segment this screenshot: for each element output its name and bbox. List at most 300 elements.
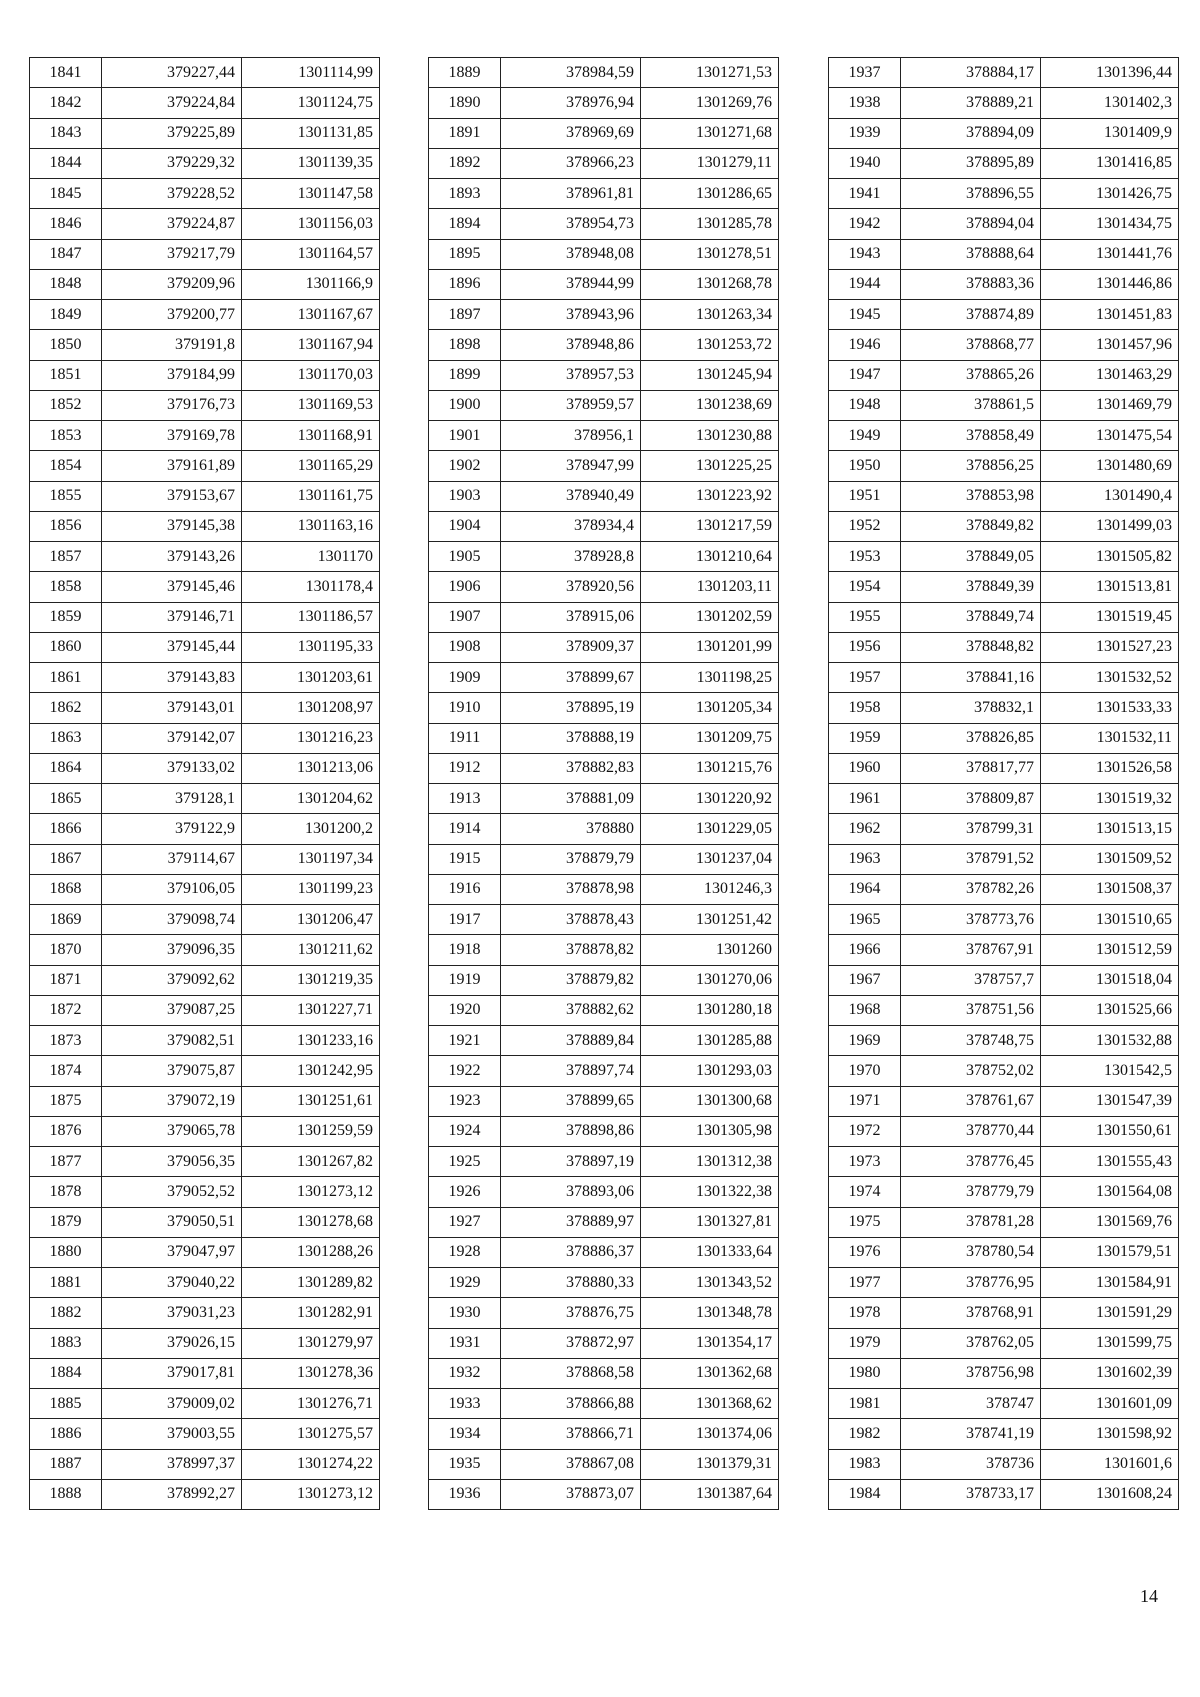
point-number-cell: 1896: [429, 269, 501, 299]
y-coordinate-cell: 1301532,11: [1041, 723, 1179, 753]
table-row: [829, 1056, 1179, 1086]
y-coordinate-cell: 1301374,06: [641, 1419, 779, 1449]
point-number-cell: 1980: [829, 1358, 901, 1388]
table-row: [30, 1116, 380, 1146]
point-number-cell: 1965: [829, 905, 901, 935]
x-coordinate-cell: 378876,75: [501, 1298, 641, 1328]
point-number-cell: 1933: [429, 1389, 501, 1419]
y-coordinate-cell: 1301259,59: [242, 1116, 380, 1146]
x-coordinate-cell: 379087,25: [102, 995, 242, 1025]
x-coordinate-cell: 378976,94: [501, 88, 641, 118]
table-row: [30, 723, 380, 753]
point-number-cell: 1921: [429, 1026, 501, 1056]
x-coordinate-cell: 378799,31: [901, 814, 1041, 844]
table-row: [829, 269, 1179, 299]
x-coordinate-cell: 378872,97: [501, 1328, 641, 1358]
point-number-cell: 1860: [30, 632, 102, 662]
y-coordinate-cell: 1301245,94: [641, 360, 779, 390]
table-row: [429, 300, 779, 330]
table-row: [30, 511, 380, 541]
point-number-cell: 1908: [429, 632, 501, 662]
y-coordinate-cell: 1301208,97: [242, 693, 380, 723]
point-number-cell: 1913: [429, 784, 501, 814]
table-row: [30, 1328, 380, 1358]
point-number-cell: 1849: [30, 300, 102, 330]
table-row: [829, 753, 1179, 783]
x-coordinate-cell: 378776,95: [901, 1268, 1041, 1298]
x-coordinate-cell: 378997,37: [102, 1449, 242, 1479]
y-coordinate-cell: 1301203,11: [641, 572, 779, 602]
point-number-cell: 1959: [829, 723, 901, 753]
x-coordinate-cell: 378882,83: [501, 753, 641, 783]
point-number-cell: 1956: [829, 632, 901, 662]
point-number-cell: 1875: [30, 1086, 102, 1116]
table-row: [429, 1449, 779, 1479]
point-number-cell: 1945: [829, 300, 901, 330]
y-coordinate-cell: 1301518,04: [1041, 965, 1179, 995]
x-coordinate-cell: 378889,84: [501, 1026, 641, 1056]
x-coordinate-cell: 379040,22: [102, 1268, 242, 1298]
x-coordinate-cell: 379072,19: [102, 1086, 242, 1116]
table-row: [30, 814, 380, 844]
point-number-cell: 1982: [829, 1419, 901, 1449]
table-row: [30, 1147, 380, 1177]
y-coordinate-cell: 1301333,64: [641, 1237, 779, 1267]
point-number-cell: 1923: [429, 1086, 501, 1116]
x-coordinate-cell: 379146,71: [102, 602, 242, 632]
x-coordinate-cell: 379017,81: [102, 1358, 242, 1388]
y-coordinate-cell: 1301322,38: [641, 1177, 779, 1207]
table-row: [829, 1268, 1179, 1298]
y-coordinate-cell: 1301230,88: [641, 421, 779, 451]
point-number-cell: 1905: [429, 542, 501, 572]
point-number-cell: 1880: [30, 1237, 102, 1267]
x-coordinate-cell: 379143,26: [102, 542, 242, 572]
x-coordinate-cell: 378865,26: [901, 360, 1041, 390]
y-coordinate-cell: 1301285,78: [641, 209, 779, 239]
x-coordinate-cell: 378878,82: [501, 935, 641, 965]
y-coordinate-cell: 1301513,15: [1041, 814, 1179, 844]
y-coordinate-cell: 1301139,35: [242, 148, 380, 178]
table-row: [30, 965, 380, 995]
x-coordinate-cell: 378752,02: [901, 1056, 1041, 1086]
y-coordinate-cell: 1301441,76: [1041, 239, 1179, 269]
point-number-cell: 1862: [30, 693, 102, 723]
y-coordinate-cell: 1301288,26: [242, 1237, 380, 1267]
x-coordinate-cell: 379169,78: [102, 421, 242, 451]
point-number-cell: 1847: [30, 239, 102, 269]
point-number-cell: 1955: [829, 602, 901, 632]
table-row: [829, 1116, 1179, 1146]
table-row: [30, 572, 380, 602]
x-coordinate-cell: 378886,37: [501, 1237, 641, 1267]
table-row: [30, 995, 380, 1025]
y-coordinate-cell: 1301379,31: [641, 1449, 779, 1479]
x-coordinate-cell: 378781,28: [901, 1207, 1041, 1237]
y-coordinate-cell: 1301269,76: [641, 88, 779, 118]
y-coordinate-cell: 1301219,35: [242, 965, 380, 995]
y-coordinate-cell: 1301519,45: [1041, 602, 1179, 632]
x-coordinate-cell: 378736: [901, 1449, 1041, 1479]
table-row: [30, 1086, 380, 1116]
y-coordinate-cell: 1301300,68: [641, 1086, 779, 1116]
point-number-cell: 1845: [30, 179, 102, 209]
y-coordinate-cell: 1301564,08: [1041, 1177, 1179, 1207]
y-coordinate-cell: 1301598,92: [1041, 1419, 1179, 1449]
y-coordinate-cell: 1301211,62: [242, 935, 380, 965]
table-row: [429, 148, 779, 178]
x-coordinate-cell: 378957,53: [501, 360, 641, 390]
x-coordinate-cell: 379217,79: [102, 239, 242, 269]
point-number-cell: 1904: [429, 511, 501, 541]
x-coordinate-cell: 379128,1: [102, 784, 242, 814]
y-coordinate-cell: 1301203,61: [242, 663, 380, 693]
table-row: [429, 1358, 779, 1388]
x-coordinate-cell: 378880,33: [501, 1268, 641, 1298]
point-number-cell: 1937: [829, 58, 901, 88]
table-row: [30, 269, 380, 299]
table-row: [30, 874, 380, 904]
point-number-cell: 1915: [429, 844, 501, 874]
x-coordinate-cell: 379229,32: [102, 148, 242, 178]
table-row: [829, 995, 1179, 1025]
y-coordinate-cell: 1301170,03: [242, 360, 380, 390]
point-number-cell: 1922: [429, 1056, 501, 1086]
table-row: [429, 632, 779, 662]
y-coordinate-cell: 1301282,91: [242, 1298, 380, 1328]
y-coordinate-cell: 1301532,88: [1041, 1026, 1179, 1056]
x-coordinate-cell: 378866,71: [501, 1419, 641, 1449]
x-coordinate-cell: 378779,79: [901, 1177, 1041, 1207]
y-coordinate-cell: 1301227,71: [242, 995, 380, 1025]
table-row: [429, 1116, 779, 1146]
point-number-cell: 1926: [429, 1177, 501, 1207]
y-coordinate-cell: 1301251,61: [242, 1086, 380, 1116]
point-number-cell: 1870: [30, 935, 102, 965]
point-number-cell: 1902: [429, 451, 501, 481]
x-coordinate-cell: 379056,35: [102, 1147, 242, 1177]
x-coordinate-cell: 379200,77: [102, 300, 242, 330]
point-number-cell: 1983: [829, 1449, 901, 1479]
table-row: [829, 1328, 1179, 1358]
x-coordinate-cell: 378915,06: [501, 602, 641, 632]
table-row: [829, 209, 1179, 239]
table-row: [829, 179, 1179, 209]
point-number-cell: 1952: [829, 511, 901, 541]
x-coordinate-cell: 378948,86: [501, 330, 641, 360]
y-coordinate-cell: 1301223,92: [641, 481, 779, 511]
table-row: [429, 784, 779, 814]
point-number-cell: 1855: [30, 481, 102, 511]
table-row: [30, 1268, 380, 1298]
table-row: [30, 451, 380, 481]
table-row: [30, 542, 380, 572]
y-coordinate-cell: 1301166,9: [242, 269, 380, 299]
y-coordinate-cell: 1301451,83: [1041, 300, 1179, 330]
x-coordinate-cell: 378873,07: [501, 1479, 641, 1509]
y-coordinate-cell: 1301463,29: [1041, 360, 1179, 390]
y-coordinate-cell: 1301608,24: [1041, 1479, 1179, 1509]
point-number-cell: 1967: [829, 965, 901, 995]
table-row: [30, 1207, 380, 1237]
table-row: [429, 935, 779, 965]
y-coordinate-cell: 1301396,44: [1041, 58, 1179, 88]
table-row: [30, 1389, 380, 1419]
point-number-cell: 1918: [429, 935, 501, 965]
x-coordinate-cell: 379184,99: [102, 360, 242, 390]
x-coordinate-cell: 379009,02: [102, 1389, 242, 1419]
y-coordinate-cell: 1301233,16: [242, 1026, 380, 1056]
y-coordinate-cell: 1301163,16: [242, 511, 380, 541]
x-coordinate-cell: 378849,82: [901, 511, 1041, 541]
x-coordinate-cell: 378889,97: [501, 1207, 641, 1237]
x-coordinate-cell: 378959,57: [501, 390, 641, 420]
point-number-cell: 1842: [30, 88, 102, 118]
point-number-cell: 1951: [829, 481, 901, 511]
y-coordinate-cell: 1301114,99: [242, 58, 380, 88]
y-coordinate-cell: 1301273,12: [242, 1479, 380, 1509]
x-coordinate-cell: 378867,08: [501, 1449, 641, 1479]
x-coordinate-cell: 378747: [901, 1389, 1041, 1419]
table-row: [30, 58, 380, 88]
point-number-cell: 1844: [30, 148, 102, 178]
table-row: [829, 1237, 1179, 1267]
table-row: [429, 905, 779, 935]
point-number-cell: 1947: [829, 360, 901, 390]
table-row: [429, 330, 779, 360]
y-coordinate-cell: 1301205,34: [641, 693, 779, 723]
point-number-cell: 1852: [30, 390, 102, 420]
point-number-cell: 1942: [829, 209, 901, 239]
table-row: [429, 602, 779, 632]
point-number-cell: 1960: [829, 753, 901, 783]
x-coordinate-cell: 379047,97: [102, 1237, 242, 1267]
point-number-cell: 1871: [30, 965, 102, 995]
x-coordinate-cell: 379143,01: [102, 693, 242, 723]
x-coordinate-cell: 379003,55: [102, 1419, 242, 1449]
point-number-cell: 1851: [30, 360, 102, 390]
table-row: [829, 965, 1179, 995]
y-coordinate-cell: 1301279,97: [242, 1328, 380, 1358]
point-number-cell: 1883: [30, 1328, 102, 1358]
table-row: [429, 844, 779, 874]
x-coordinate-cell: 378899,65: [501, 1086, 641, 1116]
point-number-cell: 1930: [429, 1298, 501, 1328]
table-row: [829, 784, 1179, 814]
point-number-cell: 1891: [429, 118, 501, 148]
x-coordinate-cell: 378896,55: [901, 179, 1041, 209]
y-coordinate-cell: 1301475,54: [1041, 421, 1179, 451]
y-coordinate-cell: 1301289,82: [242, 1268, 380, 1298]
x-coordinate-cell: 378878,98: [501, 874, 641, 904]
x-coordinate-cell: 378841,16: [901, 663, 1041, 693]
x-coordinate-cell: 378751,56: [901, 995, 1041, 1025]
x-coordinate-cell: 379106,05: [102, 874, 242, 904]
point-number-cell: 1859: [30, 602, 102, 632]
table-row: [30, 935, 380, 965]
point-number-cell: 1972: [829, 1116, 901, 1146]
x-coordinate-cell: 378992,27: [102, 1479, 242, 1509]
point-number-cell: 1906: [429, 572, 501, 602]
x-coordinate-cell: 379133,02: [102, 753, 242, 783]
y-coordinate-cell: 1301253,72: [641, 330, 779, 360]
y-coordinate-cell: 1301542,5: [1041, 1056, 1179, 1086]
y-coordinate-cell: 1301268,78: [641, 269, 779, 299]
y-coordinate-cell: 1301348,78: [641, 1298, 779, 1328]
y-coordinate-cell: 1301267,82: [242, 1147, 380, 1177]
y-coordinate-cell: 1301229,05: [641, 814, 779, 844]
point-number-cell: 1940: [829, 148, 901, 178]
table-row: [30, 753, 380, 783]
y-coordinate-cell: 1301387,64: [641, 1479, 779, 1509]
point-number-cell: 1892: [429, 148, 501, 178]
x-coordinate-cell: 378733,17: [901, 1479, 1041, 1509]
y-coordinate-cell: 1301167,67: [242, 300, 380, 330]
x-coordinate-cell: 379142,07: [102, 723, 242, 753]
table-row: [829, 58, 1179, 88]
point-number-cell: 1898: [429, 330, 501, 360]
table-row: [829, 1147, 1179, 1177]
point-number-cell: 1868: [30, 874, 102, 904]
x-coordinate-cell: 378848,82: [901, 632, 1041, 662]
x-coordinate-cell: 378961,81: [501, 179, 641, 209]
y-coordinate-cell: 1301209,75: [641, 723, 779, 753]
y-coordinate-cell: 1301601,09: [1041, 1389, 1179, 1419]
x-coordinate-cell: 378888,64: [901, 239, 1041, 269]
table-row: [829, 1449, 1179, 1479]
y-coordinate-cell: 1301579,51: [1041, 1237, 1179, 1267]
x-coordinate-cell: 378868,58: [501, 1358, 641, 1388]
y-coordinate-cell: 1301584,91: [1041, 1268, 1179, 1298]
table-row: [429, 663, 779, 693]
table-row: [429, 481, 779, 511]
y-coordinate-cell: 1301242,95: [242, 1056, 380, 1086]
x-coordinate-cell: 378861,5: [901, 390, 1041, 420]
table-row: [30, 1056, 380, 1086]
y-coordinate-cell: 1301480,69: [1041, 451, 1179, 481]
y-coordinate-cell: 1301220,92: [641, 784, 779, 814]
x-coordinate-cell: 379145,38: [102, 511, 242, 541]
y-coordinate-cell: 1301210,64: [641, 542, 779, 572]
y-coordinate-cell: 1301512,59: [1041, 935, 1179, 965]
table-row: [829, 511, 1179, 541]
x-coordinate-cell: 378757,7: [901, 965, 1041, 995]
table-row: [429, 58, 779, 88]
x-coordinate-cell: 379075,87: [102, 1056, 242, 1086]
y-coordinate-cell: 1301368,62: [641, 1389, 779, 1419]
table-row: [429, 1268, 779, 1298]
x-coordinate-cell: 378969,69: [501, 118, 641, 148]
y-coordinate-cell: 1301195,33: [242, 632, 380, 662]
x-coordinate-cell: 378880: [501, 814, 641, 844]
table-row: [30, 330, 380, 360]
point-number-cell: 1935: [429, 1449, 501, 1479]
table-row: [30, 179, 380, 209]
y-coordinate-cell: 1301165,29: [242, 451, 380, 481]
y-coordinate-cell: 1301555,43: [1041, 1147, 1179, 1177]
y-coordinate-cell: 1301416,85: [1041, 148, 1179, 178]
y-coordinate-cell: 1301271,68: [641, 118, 779, 148]
point-number-cell: 1900: [429, 390, 501, 420]
point-number-cell: 1893: [429, 179, 501, 209]
point-number-cell: 1963: [829, 844, 901, 874]
x-coordinate-cell: 378881,09: [501, 784, 641, 814]
table-row: [30, 602, 380, 632]
point-number-cell: 1869: [30, 905, 102, 935]
point-number-cell: 1886: [30, 1419, 102, 1449]
table-row: [829, 1479, 1179, 1509]
x-coordinate-cell: 378940,49: [501, 481, 641, 511]
table-row: [30, 1026, 380, 1056]
point-number-cell: 1890: [429, 88, 501, 118]
table-row: [429, 874, 779, 904]
table-row: [829, 481, 1179, 511]
y-coordinate-cell: 1301270,06: [641, 965, 779, 995]
point-number-cell: 1877: [30, 1147, 102, 1177]
y-coordinate-cell: 1301238,69: [641, 390, 779, 420]
y-coordinate-cell: 1301263,34: [641, 300, 779, 330]
point-number-cell: 1911: [429, 723, 501, 753]
x-coordinate-cell: 378954,73: [501, 209, 641, 239]
y-coordinate-cell: 1301525,66: [1041, 995, 1179, 1025]
y-coordinate-cell: 1301527,23: [1041, 632, 1179, 662]
x-coordinate-cell: 379209,96: [102, 269, 242, 299]
point-number-cell: 1944: [829, 269, 901, 299]
point-number-cell: 1878: [30, 1177, 102, 1207]
x-coordinate-cell: 378741,19: [901, 1419, 1041, 1449]
y-coordinate-cell: 1301446,86: [1041, 269, 1179, 299]
x-coordinate-cell: 378884,17: [901, 58, 1041, 88]
x-coordinate-cell: 378856,25: [901, 451, 1041, 481]
table-row: [429, 572, 779, 602]
table-row: [829, 874, 1179, 904]
y-coordinate-cell: 1301178,4: [242, 572, 380, 602]
table-row: [829, 421, 1179, 451]
table-row: [829, 1419, 1179, 1449]
table-row: [429, 693, 779, 723]
x-coordinate-cell: 379228,52: [102, 179, 242, 209]
y-coordinate-cell: 1301285,88: [641, 1026, 779, 1056]
y-coordinate-cell: 1301216,23: [242, 723, 380, 753]
x-coordinate-cell: 378893,06: [501, 1177, 641, 1207]
table-row: [829, 814, 1179, 844]
table-row: [429, 1328, 779, 1358]
point-number-cell: 1920: [429, 995, 501, 1025]
point-number-cell: 1977: [829, 1268, 901, 1298]
point-number-cell: 1953: [829, 542, 901, 572]
point-number-cell: 1854: [30, 451, 102, 481]
point-number-cell: 1958: [829, 693, 901, 723]
point-number-cell: 1934: [429, 1419, 501, 1449]
x-coordinate-cell: 378966,23: [501, 148, 641, 178]
table-row: [30, 1419, 380, 1449]
point-number-cell: 1938: [829, 88, 901, 118]
y-coordinate-cell: 1301490,4: [1041, 481, 1179, 511]
point-number-cell: 1931: [429, 1328, 501, 1358]
y-coordinate-cell: 1301161,75: [242, 481, 380, 511]
point-number-cell: 1856: [30, 511, 102, 541]
y-coordinate-cell: 1301510,65: [1041, 905, 1179, 935]
x-coordinate-cell: 378849,74: [901, 602, 1041, 632]
point-number-cell: 1843: [30, 118, 102, 148]
point-number-cell: 1943: [829, 239, 901, 269]
table-row: [30, 300, 380, 330]
point-number-cell: 1974: [829, 1177, 901, 1207]
x-coordinate-cell: 378776,45: [901, 1147, 1041, 1177]
x-coordinate-cell: 379153,67: [102, 481, 242, 511]
x-coordinate-cell: 378894,09: [901, 118, 1041, 148]
y-coordinate-cell: 1301602,39: [1041, 1358, 1179, 1388]
